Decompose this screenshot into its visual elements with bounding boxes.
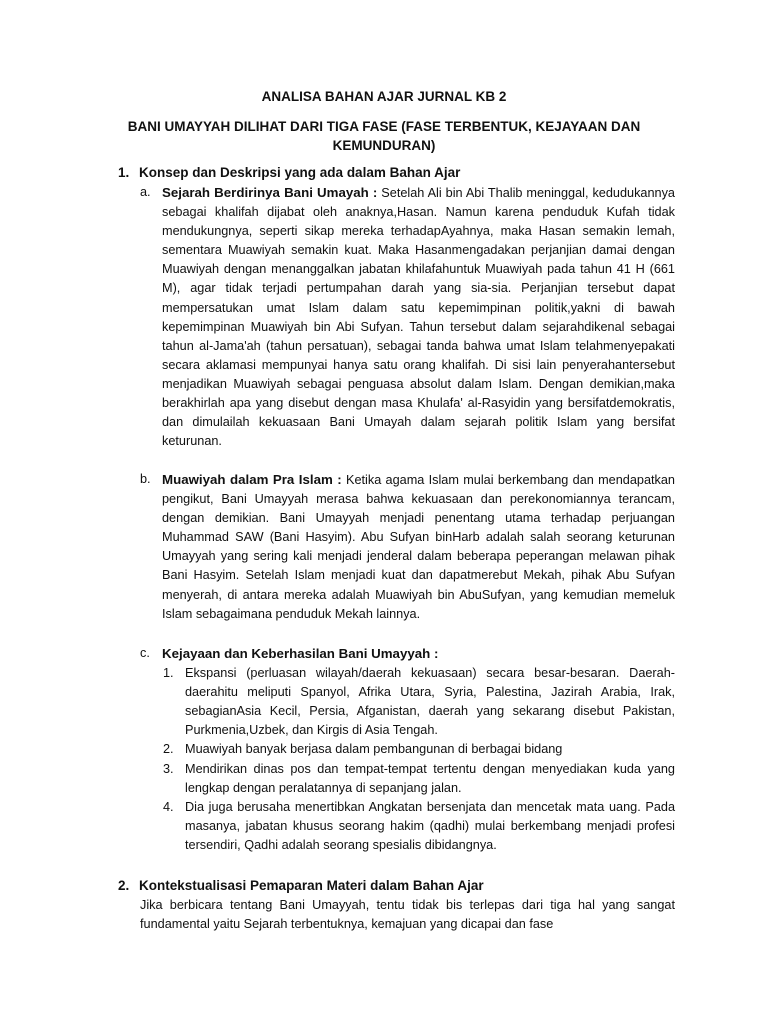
sublist-item-2 (163, 740, 675, 759)
sublist-item-3 (163, 760, 675, 798)
sublist-item-4-text: Dia juga berusaha menertibkan Angkatan bersenjata dan mencetak mata uang. Pada masanya, jabatan khusus seorang hakim (qadhi) mulai berkembang menjadi profesi tersendiri, Qadhi adalah seorang spesialis dibidangnya. (185, 800, 675, 853)
list-item-c (140, 644, 675, 664)
list-item-a (140, 183, 675, 451)
list-item-c-lead: Kejayaan dan Keberhasilan Bani Umayyah : (162, 646, 439, 661)
sublist-item-3-text: Mendirikan dinas pos dan tempat-tempat tertentu dengan menyediakan kuda yang lengkap dengan peralatannya di sepanjang jalan. (185, 762, 675, 796)
sublist-marker-4: 4. (163, 800, 174, 814)
section-2-paragraph: Jika berbicara tentang Bani Umayyah, tentu tidak bis terlepas dari tiga hal yang sangat fundamental yaitu Sejarah terbentuknya, kemajuan yang dicapai dan fase (140, 898, 675, 932)
sublist-item-4 (163, 798, 675, 855)
section-2-title: Kontekstualisasi Pemaparan Materi dalam Bahan Ajar (139, 878, 484, 893)
list-item-c-body (162, 644, 675, 664)
document-subtitle (0, 117, 768, 155)
list-item-b-body (162, 470, 675, 624)
list-marker-a: a. (140, 185, 151, 199)
document-title: ANALISA BAHAN AJAR JURNAL KB 2 (261, 89, 507, 104)
document-subtitle-line2: KEMUNDURAN) (332, 138, 436, 153)
list-marker-c: c. (140, 646, 150, 660)
section-2-heading (118, 876, 484, 895)
sublist-marker-3: 3. (163, 762, 174, 776)
section-1-title: Konsep dan Deskripsi yang ada dalam Bahan Ajar (139, 165, 461, 180)
list-item-a-body (162, 183, 675, 451)
list-item-b-text: Ketika agama Islam mulai berkembang dan mendapatkan pengikut, Bani Umayyah merasa bahwa kekuasaan dan perekonomiannya terancam, dengan demikian. Bani Umayyah menjadi penentang utama terhadap perjuangan Muhammad SAW (Bani Hasyim). Abu Sufyan binHarb adalah salah seorang keturunan Umayyah yang sering kali menjadi jenderal dalam beberapa peperangan melawan pihak Bani Hasyim. Setelah Islam menjadi kuat dan dapatmerebut Mekah, pihak Abu Sufyan menyerah, di antara mereka adalah Muawiyah bin AbuSufyan, yang kemudian memeluk Islam sebagaimana penduduk Mekah lainnya. (162, 473, 675, 621)
section-1-number: 1. (118, 165, 130, 180)
sublist-marker-2: 2. (163, 742, 174, 756)
list-item-a-text: Setelah Ali bin Abi Thalib meninggal, kedudukannya sebagai khalifah dijabat oleh anaknya,Hasan. Namun karena penduduk Kufah tidak mendukungnya, seperti sikap mereka terhadapAyahnya, maka Hasan semakin lemah, sementara Muawiyah semakin kuat. Maka Hasanmengadakan perjanjian damai dengan Muawiyah dengan menanggalkan jabatan khilafahuntuk Muawiyah pada tahun 41 H (661 M), agar tidak terjadi pertumpahan darah yang sia-sia. Perjanjian tersebut dapat mempersatukan umat Islam dalam satu kepemimpinan politik,yakni di bawah kepemimpinan Muawiyah bin Abi Sufyan. Tahun tersebut dalam sejarahdikenal sebagai tahun al-Jama'ah (tahun persatuan), sebagai tanda bahwa umat Islam telahmenyepakati secara aklamasi mempunyai hanya satu orang khalifah. Di sisi lain penyerahantersebut menjadikan Muawiyah sebagai penguasa absolut dalam Islam. Dengan demikian,maka berakhirlah apa yang disebut dengan masa Khulafa' al-Rasyidin yang bersifatdemokratis, dan dimulailah kekuasaan Bani Umayah dalam sejarah politik Islam yang bersifat keturunan. (162, 186, 675, 449)
sublist-marker-1: 1. (163, 666, 174, 680)
sublist-item-1-text: Ekspansi (perluasan wilayah/daerah kekuasaan) secara besar-besaran. Daerah-daerahitu meliputi Spanyol, Afrika Utara, Syria, Palestina, Jazirah Arabia, Irak, sebagianAsia Kecil, Persia, Afganistan, daerah yang sekarang disebut Pakistan, Purkmenia,Uzbek, dan Kirgis di Asia Tengah. (185, 666, 675, 738)
list-marker-b: b. (140, 472, 151, 486)
section-1-heading (118, 163, 460, 182)
list-item-b (140, 470, 675, 624)
section-2-number: 2. (118, 878, 130, 893)
list-item-b-lead: Muawiyah dalam Pra Islam : (162, 472, 342, 487)
sublist-item-1 (163, 664, 675, 740)
document-subtitle-line1: BANI UMAYYAH DILIHAT DARI TIGA FASE (FASE TERBENTUK, KEJAYAAN DAN (127, 119, 641, 134)
list-item-a-lead: Sejarah Berdirinya Bani Umayah : (162, 185, 378, 200)
sublist-item-2-text: Muawiyah banyak berjasa dalam pembangunan di berbagai bidang (185, 742, 563, 756)
